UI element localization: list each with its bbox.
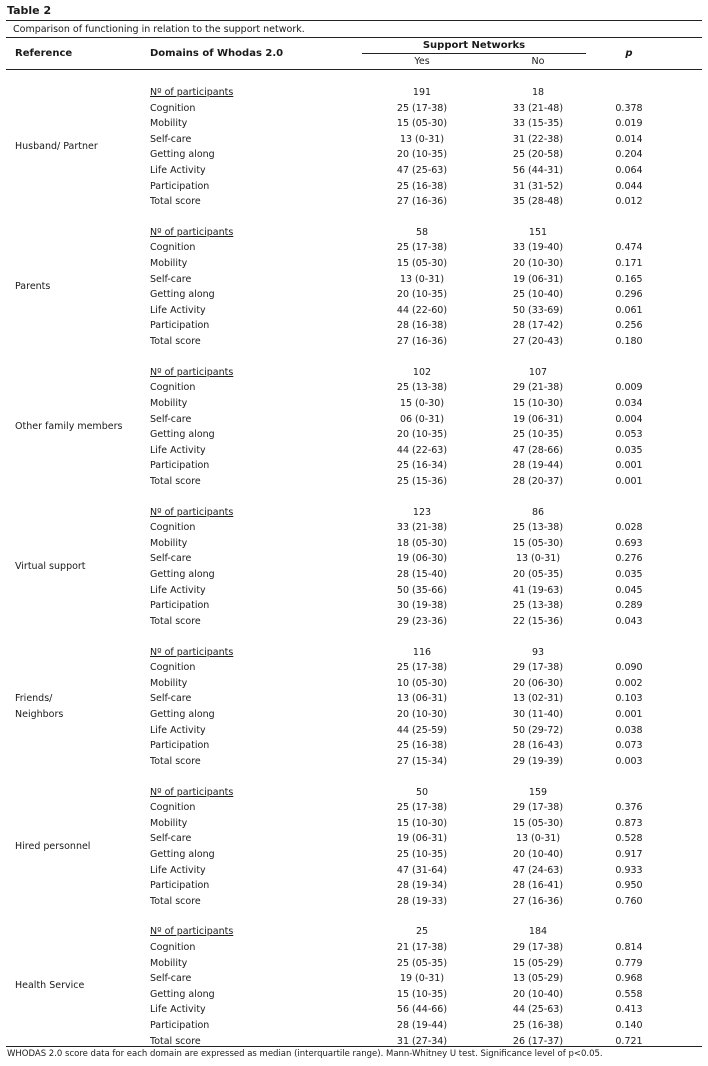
yes-cell: 191	[412, 87, 432, 98]
domain-cell: Cognition	[150, 662, 196, 674]
table-row	[0, 181, 708, 197]
domain-cell: Mobility	[150, 397, 188, 409]
table-row	[0, 367, 708, 383]
table-row	[0, 880, 708, 896]
domain-cell: Cognition	[150, 382, 196, 394]
p-value-cell: 0.035	[615, 569, 643, 581]
no-cell: 29 (17-38)	[512, 662, 564, 674]
no-cell: 50 (29-72)	[512, 724, 564, 736]
yes-cell: 25 (16-38)	[396, 740, 448, 752]
yes-cell: 20 (10-35)	[396, 149, 448, 161]
p-value-cell: 0.693	[615, 537, 643, 549]
p-value-cell: 0.204	[615, 149, 643, 161]
yes-cell: 28 (19-33)	[396, 895, 448, 907]
domain-cell: Getting along	[150, 708, 215, 720]
domain-cell: Nº of participants	[150, 506, 234, 518]
no-cell: 15 (05-29)	[512, 957, 564, 969]
table-footnote: WHODAS 2.0 score data for each domain are expressed as median (interquartile range). Mann-Whitney U test. Significance level of p<0.05.	[7, 1049, 603, 1059]
p-value-cell: 0.289	[615, 600, 643, 612]
yes-cell: 20 (10-35)	[396, 429, 448, 441]
reference-label: Health Service	[15, 980, 85, 992]
no-cell: 25 (10-35)	[512, 429, 564, 441]
no-cell: 20 (05-35)	[512, 569, 564, 581]
p-value-cell: 0.256	[615, 320, 643, 332]
table-row	[0, 134, 708, 150]
table-row	[0, 336, 708, 352]
no-cell: 31 (31-52)	[512, 180, 564, 192]
yes-cell: 25 (17-38)	[396, 662, 448, 674]
table-row	[0, 258, 708, 274]
yes-cell: 13 (06-31)	[396, 693, 448, 705]
table-row	[0, 865, 708, 881]
domain-cell: Cognition	[150, 802, 196, 814]
table-row	[0, 507, 708, 523]
yes-cell: 47 (31-64)	[396, 864, 448, 876]
no-cell: 93	[531, 646, 545, 658]
no-cell: 47 (24-63)	[512, 864, 564, 876]
domain-cell: Total score	[150, 615, 201, 627]
p-value-cell: 0.053	[615, 429, 643, 441]
table-row	[0, 896, 708, 912]
no-cell: 41 (19-63)	[512, 584, 564, 596]
no-cell: 28 (20-37)	[512, 475, 564, 487]
table-row	[0, 1004, 708, 1020]
no-cell: 151	[528, 226, 548, 238]
yes-cell: 13 (0-31)	[399, 133, 445, 145]
no-cell: 33 (19-40)	[512, 242, 564, 254]
no-cell: 28 (17-42)	[512, 320, 564, 332]
domain-cell: Participation	[150, 880, 210, 892]
domain-cell: Life Activity	[150, 444, 206, 456]
no-cell: 13 (0-31)	[515, 833, 561, 845]
no-cell: 15 (05-30)	[512, 817, 564, 829]
p-value-cell: 0.019	[615, 118, 643, 130]
table-row	[0, 787, 708, 803]
yes-cell: 102	[412, 366, 432, 378]
no-cell: 50 (33-69)	[512, 304, 564, 316]
table-row	[0, 460, 708, 476]
p-value-cell: 0.140	[615, 1019, 643, 1031]
domain-cell: Nº of participants	[150, 366, 234, 378]
yes-cell: 33 (21-38)	[396, 522, 448, 534]
no-cell: 15 (05-30)	[512, 537, 564, 549]
domain-cell: Nº of participants	[150, 646, 234, 658]
p-value-cell: 0.001	[615, 708, 643, 720]
p-value-cell: 0.814	[615, 941, 643, 953]
domain-cell: Total score	[150, 475, 201, 487]
no-cell: 28 (16-43)	[512, 740, 564, 752]
no-cell: 25 (20-58)	[512, 149, 564, 161]
no-cell: 25 (13-38)	[512, 600, 564, 612]
yes-cell: 20 (10-35)	[396, 289, 448, 301]
table-row	[0, 538, 708, 554]
table-group	[0, 787, 708, 927]
table-row	[0, 693, 708, 709]
p-value-cell: 0.043	[615, 615, 643, 627]
domain-cell: Self-care	[150, 553, 192, 565]
p-value-cell: 0.014	[615, 133, 643, 145]
domain-cell: Participation	[150, 600, 210, 612]
yes-cell: 25 (15-36)	[396, 475, 448, 487]
rule-support-networks	[362, 53, 586, 54]
reference-label: Husband/ Partner	[15, 141, 98, 152]
yes-cell: 58	[415, 226, 429, 238]
table-row	[0, 725, 708, 741]
p-value-cell: 0.073	[615, 740, 643, 752]
domain-cell: Self-care	[150, 413, 192, 425]
domain-cell: Mobility	[150, 817, 188, 829]
reference-label: Virtual support	[15, 560, 86, 572]
domain-cell: Getting along	[150, 848, 215, 860]
no-cell: 25 (13-38)	[512, 522, 564, 534]
table-row	[0, 709, 708, 725]
table-row	[0, 522, 708, 538]
header-yes: Yes	[414, 56, 430, 67]
reference-label: Friends/ Neighbors	[15, 692, 64, 720]
table-row	[0, 165, 708, 181]
yes-cell: 123	[412, 506, 432, 518]
table-row	[0, 647, 708, 663]
p-value-cell: 0.001	[615, 475, 643, 487]
p-value-cell: 0.165	[615, 273, 643, 285]
yes-cell: 56 (44-66)	[396, 1004, 448, 1016]
yes-cell: 15 (10-35)	[396, 988, 448, 1000]
table-row	[0, 569, 708, 585]
table-row	[0, 802, 708, 818]
domain-cell: Life Activity	[150, 864, 206, 876]
yes-cell: 27 (16-36)	[396, 196, 448, 208]
yes-cell: 19 (06-30)	[396, 553, 448, 565]
table-row	[0, 382, 708, 398]
p-value-cell: 0.968	[615, 973, 643, 985]
table-row	[0, 958, 708, 974]
domain-cell: Participation	[150, 180, 210, 192]
no-cell: 20 (06-30)	[512, 677, 564, 689]
no-cell: 22 (15-36)	[512, 615, 564, 627]
domain-cell: Mobility	[150, 258, 188, 270]
p-value-cell: 0.038	[615, 724, 643, 736]
no-cell: 107	[528, 366, 548, 378]
table-row	[0, 305, 708, 321]
p-value-cell: 0.917	[615, 848, 643, 860]
domain-cell: Nº of participants	[150, 87, 234, 98]
yes-cell: 44 (22-63)	[396, 444, 448, 456]
p-value-cell: 0.061	[615, 304, 643, 316]
yes-cell: 10 (05-30)	[396, 677, 448, 689]
reference-label: Parents	[15, 280, 51, 292]
p-value-cell: 0.558	[615, 988, 643, 1000]
no-cell: 20 (10-40)	[512, 988, 564, 1000]
p-value-cell: 0.028	[615, 522, 643, 534]
yes-cell: 28 (19-44)	[396, 1019, 448, 1031]
domain-cell: Mobility	[150, 537, 188, 549]
table-row	[0, 87, 708, 103]
p-value-cell: 0.378	[615, 102, 643, 114]
domain-cell: Participation	[150, 1019, 210, 1031]
yes-cell: 44 (25-59)	[396, 724, 448, 736]
yes-cell: 116	[412, 646, 432, 658]
table-row	[0, 662, 708, 678]
domain-cell: Mobility	[150, 118, 188, 130]
table-row	[0, 616, 708, 632]
yes-cell: 28 (19-34)	[396, 880, 448, 892]
domain-cell: Self-care	[150, 833, 192, 845]
yes-cell: 15 (10-30)	[396, 817, 448, 829]
no-cell: 33 (21-48)	[512, 102, 564, 114]
domain-cell: Life Activity	[150, 304, 206, 316]
p-value-cell: 0.474	[615, 242, 643, 254]
table-row	[0, 274, 708, 290]
domain-cell: Self-care	[150, 273, 192, 285]
domain-cell: Mobility	[150, 957, 188, 969]
yes-cell: 50 (35-66)	[396, 584, 448, 596]
yes-cell: 27 (16-36)	[396, 336, 448, 348]
p-value-cell: 0.376	[615, 802, 643, 814]
yes-cell: 15 (05-30)	[396, 118, 448, 130]
domain-cell: Self-care	[150, 693, 192, 705]
domain-cell: Total score	[150, 336, 201, 348]
no-cell: 13 (0-31)	[515, 553, 561, 565]
yes-cell: 21 (17-38)	[396, 941, 448, 953]
p-value-cell: 0.760	[615, 895, 643, 907]
no-cell: 33 (15-35)	[512, 118, 564, 130]
table-row	[0, 740, 708, 756]
no-cell: 184	[528, 926, 548, 938]
header-no: No	[531, 56, 545, 67]
p-value-cell: 0.035	[615, 444, 643, 456]
no-cell: 20 (10-40)	[512, 848, 564, 860]
p-value-cell: 0.721	[615, 1035, 643, 1047]
no-cell: 35 (28-48)	[512, 196, 564, 208]
p-value-cell: 0.004	[615, 413, 643, 425]
table-row	[0, 429, 708, 445]
table-row	[0, 973, 708, 989]
domain-cell: Life Activity	[150, 1004, 206, 1016]
yes-cell: 27 (15-34)	[396, 755, 448, 767]
yes-cell: 25 (13-38)	[396, 382, 448, 394]
table-row	[0, 149, 708, 165]
table-row	[0, 320, 708, 336]
yes-cell: 15 (05-30)	[396, 258, 448, 270]
p-value-cell: 0.003	[615, 755, 643, 767]
no-cell: 31 (22-38)	[512, 133, 564, 145]
domain-cell: Total score	[150, 1035, 201, 1047]
domain-cell: Life Activity	[150, 724, 206, 736]
p-value-cell: 0.950	[615, 880, 643, 892]
no-cell: 29 (21-38)	[512, 382, 564, 394]
table-row	[0, 600, 708, 616]
no-cell: 27 (16-36)	[512, 895, 564, 907]
no-cell: 29 (17-38)	[512, 941, 564, 953]
table-row	[0, 989, 708, 1005]
domain-cell: Participation	[150, 740, 210, 752]
p-value-cell: 0.034	[615, 397, 643, 409]
table-row	[0, 1020, 708, 1036]
no-cell: 18	[531, 87, 545, 98]
p-value-cell: 0.933	[615, 864, 643, 876]
p-value-cell: 0.296	[615, 289, 643, 301]
p-value-cell: 0.090	[615, 662, 643, 674]
p-value-cell: 0.001	[615, 460, 643, 472]
yes-cell: 25 (10-35)	[396, 848, 448, 860]
domain-cell: Cognition	[150, 522, 196, 534]
table-row	[0, 926, 708, 942]
table-row	[0, 289, 708, 305]
table-group	[0, 647, 708, 787]
table-row	[0, 756, 708, 772]
domain-cell: Getting along	[150, 149, 215, 161]
p-value-cell: 0.045	[615, 584, 643, 596]
yes-cell: 15 (0-30)	[399, 397, 445, 409]
table-row	[0, 678, 708, 694]
p-value-cell: 0.180	[615, 336, 643, 348]
yes-cell: 25 (17-38)	[396, 102, 448, 114]
yes-cell: 25 (17-38)	[396, 802, 448, 814]
domain-cell: Participation	[150, 460, 210, 472]
p-value-cell: 0.009	[615, 382, 643, 394]
yes-cell: 06 (0-31)	[399, 413, 445, 425]
no-cell: 19 (06-31)	[512, 273, 564, 285]
no-cell: 26 (17-37)	[512, 1035, 564, 1047]
domain-cell: Cognition	[150, 102, 196, 114]
no-cell: 56 (44-31)	[512, 165, 564, 176]
domain-cell: Nº of participants	[150, 226, 234, 238]
domain-cell: Cognition	[150, 941, 196, 953]
yes-cell: 13 (0-31)	[399, 273, 445, 285]
no-cell: 29 (19-39)	[512, 755, 564, 767]
domain-cell: Total score	[150, 196, 201, 208]
table-row	[0, 414, 708, 430]
table-row	[0, 553, 708, 569]
header-reference: Reference	[15, 48, 73, 59]
yes-cell: 25	[415, 926, 429, 938]
no-cell: 20 (10-30)	[512, 258, 564, 270]
yes-cell: 25 (16-34)	[396, 460, 448, 472]
yes-cell: 30 (19-38)	[396, 600, 448, 612]
domain-cell: Total score	[150, 895, 201, 907]
reference-label: Hired personnel	[15, 840, 91, 852]
table-row	[0, 833, 708, 849]
no-cell: 19 (06-31)	[512, 413, 564, 425]
table-group	[0, 507, 708, 647]
domain-cell: Getting along	[150, 988, 215, 1000]
table-row	[0, 196, 708, 212]
domain-cell: Total score	[150, 755, 201, 767]
p-value-cell: 0.413	[615, 1004, 643, 1016]
table-row	[0, 476, 708, 492]
p-value-cell: 0.528	[615, 833, 643, 845]
table-caption: Comparison of functioning in relation to the support network.	[13, 24, 305, 35]
p-value-cell: 0.171	[615, 258, 643, 270]
no-cell: 13 (05-29)	[512, 973, 564, 985]
table-row	[0, 118, 708, 134]
yes-cell: 47 (25-63)	[396, 165, 448, 176]
header-p: p	[625, 48, 633, 59]
header-domains: Domains of Whodas 2.0	[150, 48, 284, 59]
table-row	[0, 445, 708, 461]
domain-cell: Self-care	[150, 973, 192, 985]
no-cell: 159	[528, 786, 548, 798]
yes-cell: 18 (05-30)	[396, 537, 448, 549]
no-cell: 13 (02-31)	[512, 693, 564, 705]
no-cell: 29 (17-38)	[512, 802, 564, 814]
no-cell: 25 (16-38)	[512, 1019, 564, 1031]
no-cell: 28 (16-41)	[512, 880, 564, 892]
domain-cell: Getting along	[150, 429, 215, 441]
table-row	[0, 242, 708, 258]
table-title: Table 2	[7, 4, 52, 17]
domain-cell: Getting along	[150, 569, 215, 581]
domain-cell: Nº of participants	[150, 926, 234, 938]
table-row	[0, 227, 708, 243]
yes-cell: 20 (10-30)	[396, 708, 448, 720]
p-value-cell: 0.276	[615, 553, 643, 565]
no-cell: 25 (10-40)	[512, 289, 564, 301]
yes-cell: 25 (16-38)	[396, 180, 448, 192]
yes-cell: 29 (23-36)	[396, 615, 448, 627]
no-cell: 86	[531, 506, 545, 518]
p-value-cell: 0.873	[615, 817, 643, 829]
domain-cell: Life Activity	[150, 165, 206, 176]
reference-label: Other family members	[15, 420, 123, 432]
p-value-cell: 0.103	[615, 693, 643, 705]
table-row	[0, 849, 708, 865]
table-group	[0, 367, 708, 507]
no-cell: 27 (20-43)	[512, 336, 564, 348]
yes-cell: 19 (0-31)	[399, 973, 445, 985]
p-value-cell: 0.002	[615, 677, 643, 689]
p-value-cell: 0.012	[615, 196, 643, 208]
table-row	[0, 585, 708, 601]
table-row	[0, 103, 708, 119]
table-row	[0, 942, 708, 958]
yes-cell: 44 (22-60)	[396, 304, 448, 316]
p-value-cell: 0.064	[615, 165, 643, 176]
domain-cell: Self-care	[150, 133, 192, 145]
domain-cell: Cognition	[150, 242, 196, 254]
yes-cell: 25 (17-38)	[396, 242, 448, 254]
rule-header-bottom	[6, 69, 702, 70]
table-row	[0, 818, 708, 834]
yes-cell: 31 (27-34)	[396, 1035, 448, 1047]
no-cell: 30 (11-40)	[512, 708, 564, 720]
no-cell: 47 (28-66)	[512, 444, 564, 456]
table-row	[0, 398, 708, 414]
domain-cell: Participation	[150, 320, 210, 332]
table-group	[0, 227, 708, 367]
no-cell: 28 (19-44)	[512, 460, 564, 472]
domain-cell: Nº of participants	[150, 786, 234, 798]
rule-caption	[6, 37, 702, 38]
yes-cell: 19 (06-31)	[396, 833, 448, 845]
p-value-cell: 0.044	[615, 180, 643, 192]
no-cell: 15 (10-30)	[512, 397, 564, 409]
p-value-cell: 0.779	[615, 957, 643, 969]
header-support-networks: Support Networks	[422, 40, 526, 51]
table-group	[0, 87, 708, 227]
rule-top	[6, 20, 702, 21]
yes-cell: 28 (15-40)	[396, 569, 448, 581]
domain-cell: Getting along	[150, 289, 215, 301]
rule-bottom	[6, 1046, 702, 1047]
yes-cell: 50	[415, 786, 429, 798]
yes-cell: 28 (16-38)	[396, 320, 448, 332]
domain-cell: Life Activity	[150, 584, 206, 596]
domain-cell: Mobility	[150, 677, 188, 689]
no-cell: 44 (25-63)	[512, 1004, 564, 1016]
yes-cell: 25 (05-35)	[396, 957, 448, 969]
